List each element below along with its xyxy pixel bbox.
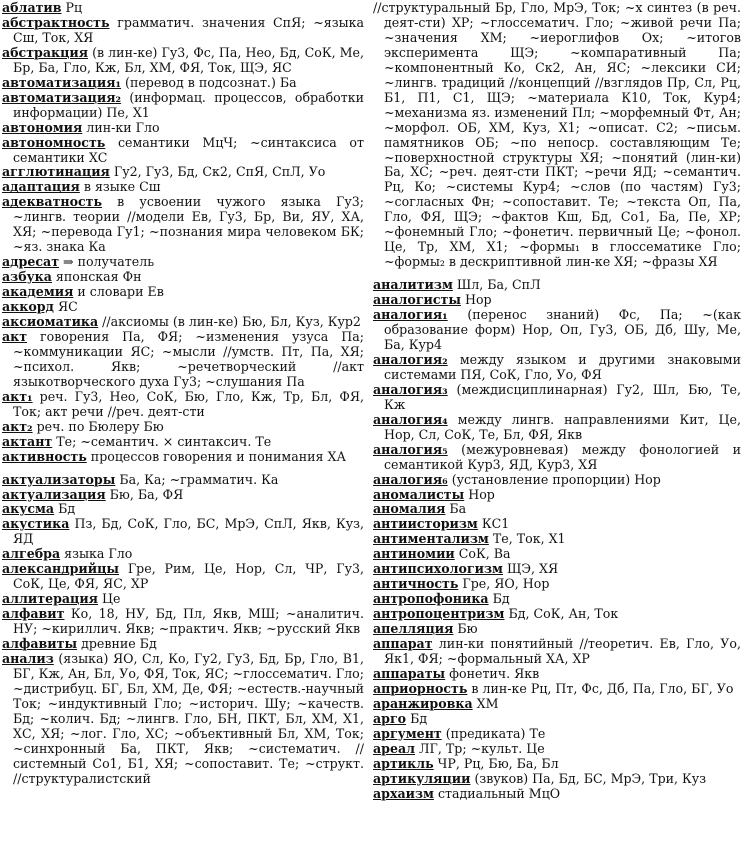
entry-text: Бд xyxy=(54,501,76,517)
index-entry-аргумент xyxy=(373,727,741,742)
entry-text: Бд, СоК, Ан, Ток xyxy=(504,606,619,622)
headword: аномалисты xyxy=(373,486,465,502)
index-entry-артикуляции xyxy=(373,772,741,787)
headword: акт xyxy=(2,328,28,344)
headword: априорность xyxy=(373,680,468,696)
index-entry-аналогия₄ xyxy=(373,413,741,443)
index-entry-аллитерация xyxy=(2,592,364,607)
entry-text: (звуков) Па, Бд, БС, МрЭ, Три, Куз xyxy=(470,770,707,786)
headword: арго xyxy=(373,710,407,726)
headword: антропоцентризм xyxy=(373,606,505,622)
index-entry-аномалия xyxy=(373,502,741,517)
headword: актуализация xyxy=(2,486,106,502)
entry-text: Бд xyxy=(488,591,510,607)
index-entry-агглютинация xyxy=(2,165,364,180)
entry-text: Це xyxy=(98,591,121,607)
headword: адаптация xyxy=(2,179,80,195)
entry-text: процессов говорения и понимания ХА xyxy=(86,448,346,464)
entry-text: между лингв. направлениями Кит, Це, Нор, Сл, СоК, Те, Бл, ФЯ, Якв xyxy=(384,411,741,442)
headword: антиисторизм xyxy=(373,516,478,532)
index-entry-артикль xyxy=(373,757,741,772)
headword: академия xyxy=(2,284,74,300)
headword: аналогия₃ xyxy=(373,381,448,397)
headword: актант xyxy=(2,433,53,449)
index-entry-антиментализм xyxy=(373,532,741,547)
headword: автономия xyxy=(2,119,83,135)
entry-text: Нор xyxy=(464,486,495,502)
entry-text: (предиката) Те xyxy=(441,725,546,741)
entry-text: Ба xyxy=(445,501,467,517)
index-entry-аналогисты xyxy=(373,293,741,308)
index-entry-автоматизация₁ xyxy=(2,76,364,91)
headword: аналогия₆ xyxy=(373,471,448,487)
headword: автоматизация₂ xyxy=(2,89,122,105)
index-entry-алфавит xyxy=(2,607,364,637)
entry-text: в языке Сш xyxy=(79,179,161,195)
entry-text: (информац. процессов, обработки информации) Пе, Х1 xyxy=(13,89,364,120)
headword: агглютинация xyxy=(2,164,110,180)
index-entry-априорность xyxy=(373,682,741,697)
entry-text: в лин-ке Рц, Пт, Фс, Дб, Па, Гло, БГ, Уо xyxy=(467,680,734,696)
index-entry-адресат xyxy=(2,255,364,270)
headword: аномалия xyxy=(373,501,446,517)
right-column xyxy=(373,1,741,802)
entry-text: Гре, ЯО, Нор xyxy=(458,576,550,592)
entry-text: Рц xyxy=(61,0,83,15)
headword: александрийцы xyxy=(2,561,120,577)
headword: апелляция xyxy=(373,621,454,637)
entry-text: (перенос знаний) Фс, Па; ~(как образование форм) Нор, Оп, Гу3, ОБ, Дб, Шу, Ме, Ба, Кур4 xyxy=(384,307,741,352)
index-entry-аномалисты xyxy=(373,488,741,503)
entry-text: (междисциплинарная) Гу2, Шл, Бю, Те, Кж xyxy=(384,381,741,412)
index-entry-аналогия₂ xyxy=(373,353,741,383)
entry-text: ЛГ, Тр; ~культ. Це xyxy=(415,740,545,756)
index-entry-аналогия₆ xyxy=(373,473,741,488)
headword: аллитерация xyxy=(2,591,98,607)
headword: аргумент xyxy=(373,725,442,741)
headword: аппараты xyxy=(373,665,446,681)
entry-text: Те; ~семантич. × синтаксич. Те xyxy=(52,433,272,449)
index-entry-антипсихологизм xyxy=(373,562,741,577)
entry-text: лин-ки понятийный //теоретич. Ев, Гло, Уо, Як1, ФЯ; ~формальный ХА, ХР xyxy=(384,636,741,666)
entry-text: Гу2, Гу3, Бд, Ск2, СпЯ, СпЛ, Уо xyxy=(109,164,326,180)
headword: архаизм xyxy=(373,785,434,801)
headword: аналитизм xyxy=(373,277,453,293)
headword: акустика xyxy=(2,516,70,532)
index-entry-антропоцентризм xyxy=(373,607,741,622)
index-entry-антиисторизм xyxy=(373,517,741,532)
index-entry-александрийцы xyxy=(2,562,364,592)
headword: артикуляции xyxy=(373,770,471,786)
index-entry-актуализаторы xyxy=(2,473,364,488)
headword: антропофоника xyxy=(373,591,489,607)
entry-text: между языком и другими знаковыми системами ПЯ, СоК, Гло, Уо, ФЯ xyxy=(384,351,741,382)
entry-text: семантики МцЧ; ~синтаксиса от семантики ХС xyxy=(13,134,364,165)
index-entry-абстракция xyxy=(2,46,364,76)
headword: аксиоматика xyxy=(2,314,99,330)
index-entry-адекватность xyxy=(2,195,364,255)
headword: аблатив xyxy=(2,0,62,15)
entry-text: ЧР, Рц, Бю, Ба, Бл xyxy=(433,755,559,771)
index-entry-аналогия₅ xyxy=(373,443,741,473)
index-entry-акт₂ xyxy=(2,420,364,435)
index-entry-актуализация xyxy=(2,488,364,503)
entry-text: языка Гло xyxy=(60,546,133,562)
index-entry-акт₁ xyxy=(2,390,364,420)
entry-text: //аксиомы (в лин-ке) Бю, Бл, Куз, Кур2 xyxy=(98,314,361,330)
index-entry-арго xyxy=(373,712,741,727)
index-entry-архаизм xyxy=(373,787,741,802)
index-entry-алфавиты xyxy=(2,637,364,652)
index-entry-аксиоматика xyxy=(2,315,364,330)
index-entry-аранжировка xyxy=(373,697,741,712)
index-entry-азбука xyxy=(2,270,364,285)
entry-text: Гре, Рим, Це, Нор, Сл, ЧР, Гу3, СоК, Це, ФЯ, ЯС, ХР xyxy=(13,561,364,592)
index-entry-абстрактность xyxy=(2,16,364,46)
index-entry-активность xyxy=(2,450,364,465)
entry-text: говорения Па, ФЯ; ~изменения узуса Па; ~коммуникации ЯС; ~мысли //умств. Пт, Па, ХЯ; ~психол. Якв; ~речетворческий //акт языкотворческого духа Гу3; ~слушания Па xyxy=(13,328,364,389)
headword: алфавит xyxy=(2,606,65,622)
entry-text: СоК, Ва xyxy=(454,546,511,562)
index-entry-аналитизм xyxy=(373,278,741,293)
index-entry-continuation xyxy=(373,1,741,270)
entry-text: (межуровневая) между фонологией и семантикой Кур3, ЯД, Кур3, ХЯ xyxy=(384,441,741,472)
entry-text: (перевод в подсознат.) Ба xyxy=(121,74,297,90)
index-entry-акусма xyxy=(2,502,364,517)
headword: актуализаторы xyxy=(2,471,116,487)
index-entry-антропофоника xyxy=(373,592,741,607)
headword: азбука xyxy=(2,269,52,285)
headword: анализ xyxy=(2,650,54,666)
entry-text: ЯС xyxy=(53,299,78,315)
entry-text: Бд xyxy=(406,710,428,726)
index-entry-алгебра xyxy=(2,547,364,562)
headword: активность xyxy=(2,448,87,464)
entry-text: японская Фн xyxy=(51,269,142,285)
headword: аналогисты xyxy=(373,292,461,308)
entry-text: стадиальный МцО xyxy=(433,785,561,801)
headword: акт₁ xyxy=(2,388,33,404)
headword: антипсихологизм xyxy=(373,561,503,577)
index-entry-анализ xyxy=(2,652,364,787)
entry-text: (языка) ЯО, Сл, Ко, Гу2, Гу3, Бд, Бр, Гло, В1, БГ, Кж, Ан, Бл, Уо, ФЯ, Ток, ЯС; ~глоссематич. Гло; ~дистрибуц. БГ, Бл, ХМ, Де, ФЯ; ~естеств.-научный Ток; ~индуктивный Гло; ~историч. Шу; ~качеств. Бд; ~колич. Бд; ~лингв. Гло, БН, ПКТ, Бл, ХМ, Х1, ХС, ХЯ; ~лог. Гло, ХС; ~объективный Бл, ХМ, Ток; ~синхронный Ба, ПКТ, Якв; ~систематич. //системный Со1, Б1, ХЯ; ~сопоставит. Те; ~структ. //структуралистский xyxy=(13,650,364,786)
entry-text: ХМ xyxy=(472,695,499,711)
index-entry-актант xyxy=(2,435,364,450)
headword: антиномии xyxy=(373,546,455,562)
entry-text: реч. по Бюлеру Бю xyxy=(32,418,164,434)
headword: абстрактность xyxy=(2,14,110,30)
headword: автоматизация₁ xyxy=(2,74,122,90)
headword: антиментализм xyxy=(373,531,489,547)
headword: аналогия₁ xyxy=(373,307,448,323)
entry-text: ⇒ получатель xyxy=(59,254,155,270)
headword: аналогия₅ xyxy=(373,441,448,457)
headword: адекватность xyxy=(2,194,103,210)
index-entry-автономия xyxy=(2,121,364,136)
entry-text: грамматич. значения СпЯ; ~языка Сш, Ток, ХЯ xyxy=(13,14,364,45)
entry-text: и словари Ев xyxy=(73,284,164,300)
entry-text: КС1 xyxy=(477,516,510,532)
index-entry-аппараты xyxy=(373,667,741,682)
entry-text: (в лин-ке) Гу3, Фс, Па, Нео, Бд, СоК, Ме, Бр, Ба, Гло, Кж, Бл, ХМ, ФЯ, Ток, ЩЭ, ЯС xyxy=(13,44,364,75)
index-entry-автономность xyxy=(2,136,364,166)
entry-text: Бю xyxy=(453,621,478,637)
index-entry-акт xyxy=(2,330,364,390)
entry-text: фонетич. Якв xyxy=(445,665,540,681)
headword: акусма xyxy=(2,501,55,517)
headword: аналогия₂ xyxy=(373,351,448,367)
index-entry-апелляция xyxy=(373,622,741,637)
index-entry-античность xyxy=(373,577,741,592)
entry-text: Бю, Ба, ФЯ xyxy=(105,486,184,502)
headword: артикль xyxy=(373,755,434,771)
headword: аранжировка xyxy=(373,695,473,711)
index-entry-академия xyxy=(2,285,364,300)
headword: алфавиты xyxy=(2,636,78,652)
headword: античность xyxy=(373,576,459,592)
index-entry-аналогия₃ xyxy=(373,383,741,413)
index-entry-аналогия₁ xyxy=(373,308,741,353)
headword: аппарат xyxy=(373,636,433,652)
index-entry-ареал xyxy=(373,742,741,757)
headword: аналогия₄ xyxy=(373,411,448,427)
entry-text: древние Бд xyxy=(77,636,157,652)
entry-text: Пз, Бд, СоК, Гло, БС, МрЭ, СпЛ, Якв, Куз, ЯД xyxy=(13,516,364,547)
entry-text: Шл, Ба, СпЛ xyxy=(452,277,541,293)
entry-text: Ко, 18, НУ, Бд, Пл, Якв, МШ; ~аналитич. НУ; ~кириллич. Якв; ~практич. Якв; ~русский Якв xyxy=(13,606,364,637)
index-entry-аккорд xyxy=(2,300,364,315)
entry-text: Нор xyxy=(460,292,492,308)
entry-text: реч. Гу3, Нео, СоК, Бю, Гло, Кж, Тр, Бл, ФЯ, Ток; акт речи //реч. деят-сти xyxy=(13,388,364,419)
headword: адресат xyxy=(2,254,60,270)
entry-text: Те, Ток, Х1 xyxy=(488,531,566,547)
index-entry-адаптация xyxy=(2,180,364,195)
headword: аккорд xyxy=(2,299,54,315)
entry-text: (установление пропорции) Нор xyxy=(447,471,661,487)
entry-text: Ба, Ка; ~грамматич. Ка xyxy=(115,471,279,487)
entry-text: ЩЭ, ХЯ xyxy=(502,561,559,577)
index-entry-аппарат xyxy=(373,637,741,667)
headword: абстракция xyxy=(2,44,89,60)
index-entry-акустика xyxy=(2,517,364,547)
entry-text: в усвоении чужого языка Гу3; ~лингв. теории //модели Ев, Гу3, Бр, Ви, ЯУ, ХА, ХЯ; ~перевода Гу1; ~познания мира человеком БК; ~яз. знака Ка xyxy=(13,194,364,255)
headword: алгебра xyxy=(2,546,61,562)
index-entry-аблатив xyxy=(2,1,364,16)
index-entry-антиномии xyxy=(373,547,741,562)
headword: автономность xyxy=(2,134,106,150)
left-column xyxy=(2,1,364,787)
entry-text: лин-ки Гло xyxy=(82,119,160,135)
entry-text: //структуральный Бр, Гло, МрЭ, Ток; ~х синтез (в реч. деят-сти) ХР; ~глоссематич. Гло; ~живой речи Па; ~значения ХМ; ~иероглифов Ох; ~итогов эксперимента ЩЭ; ~компаративный Па; ~компонентный Ко, Ск2, Ан, ЯС; ~лексики СИ; ~лингв. традиций //концепций //взглядов Пр, Сл, Рц, Б1, П1, С1, ЩЭ; ~материала К10, Ток, Кур4; ~механизма яз. изменений Пл; ~морфемный Фт, Ан; ~морфол. ОБ, ХМ, Куз, Х1; ~описат. С2; ~письм. памятников ОБ; ~по непоср. составляющим Те; ~поверхностной структуры ХЯ; ~понятий (лин-ки) Ба, ХС; ~реч. деят-сти ПКТ; ~речи ЯД; ~семантич. Рц, Ко; ~системы Кур4; ~слов (по частям) Гу3; ~согласных Фн; ~сопоставит. Те; ~текста Оп, Па, Гло, ФЯ, ЩЭ; ~фактов Кш, Бд, Со1, Ба, Пе, ХР; ~фонемный Гло; ~фонетич. первичный Це; ~фонол. Це, Тр, ХМ, Х1; ~формы₁ в глоссематике Гло; ~формы₂ в дескриптивной лин-ке ХЯ; ~фразы ХЯ xyxy=(373,0,741,270)
headword: ареал xyxy=(373,740,416,756)
headword: акт₂ xyxy=(2,418,33,434)
index-entry-автоматизация₂ xyxy=(2,91,364,121)
